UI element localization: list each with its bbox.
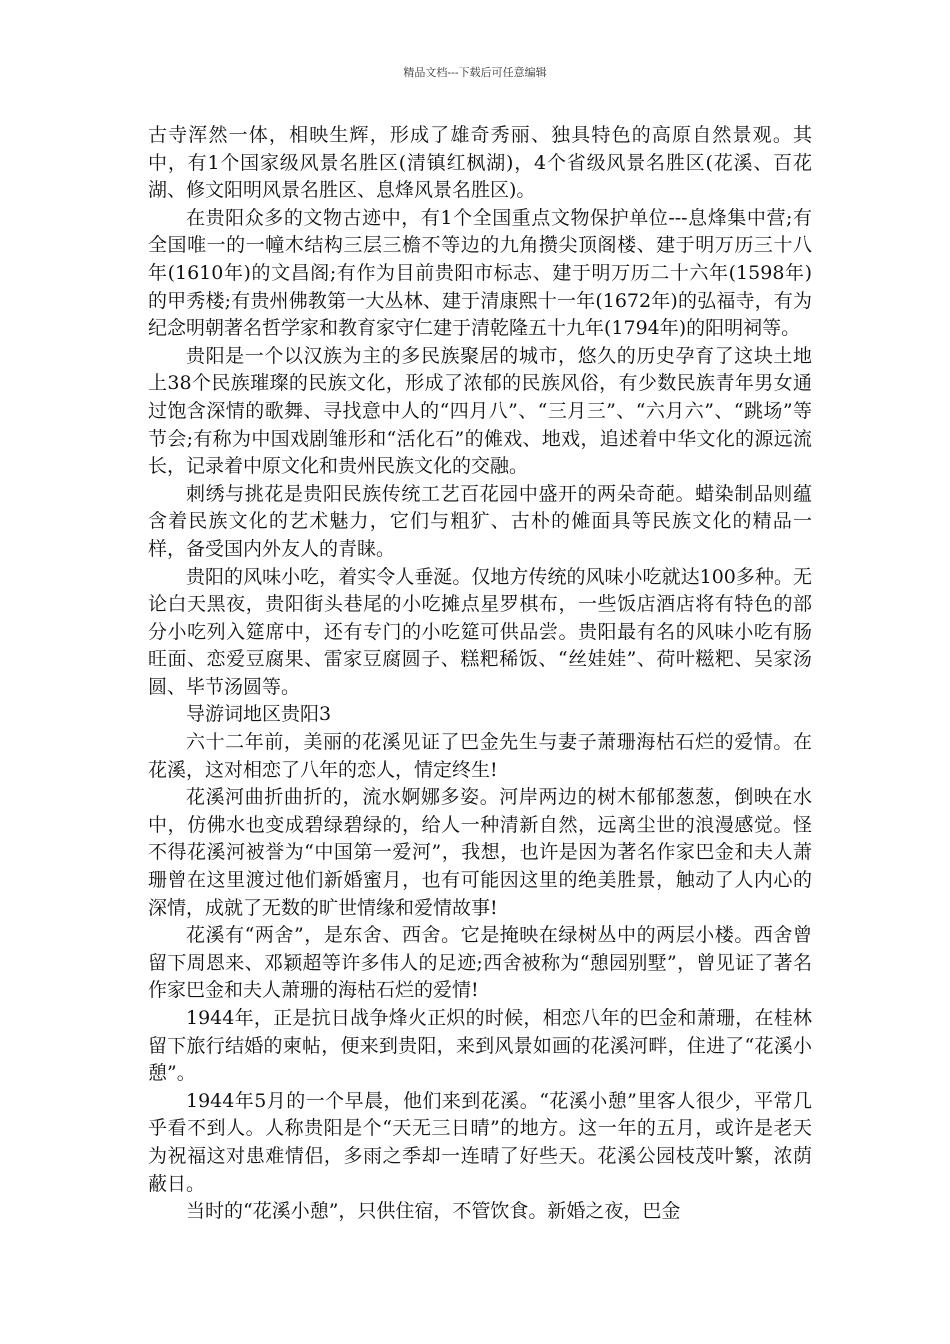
paragraph: 六十二年前，美丽的花溪见证了巴金先生与妻子萧珊海枯石烂的爱情。在花溪，这对相恋了八年的恋人，情定终生! (148, 731, 812, 781)
section-heading: 导游词地区贵阳3 (186, 703, 332, 726)
paragraph: 1944年5月的一个早晨，他们来到花溪。“花溪小憩”里客人很少，平常几乎看不到人。人称贵阳是个“天无三日晴”的地方。这一年的五月，或许是老天为祝福这对患难情侣，多雨之季却一连晴了好些天。花溪公园枝茂叶繁，浓荫蔽日。 (148, 1089, 812, 1195)
paragraph: 刺绣与挑花是贵阳民族传统工艺百花园中盛开的两朵奇葩。蜡染制品则蕴含着民族文化的艺术魅力，它们与粗犷、古朴的傩面具等民族文化的精品一样，备受国内外友人的青睐。 (148, 482, 812, 560)
paragraph: 花溪有“两舍”，是东舍、西舍。它是掩映在绿树丛中的两层小楼。西舍曾留下周恩来、邓颖超等许多伟人的足迹;西舍被称为“憩园别墅”，曾见证了著名作家巴金和夫人萧珊的海枯石烂的爱情! (148, 924, 812, 1002)
paragraph: 古寺浑然一体，相映生辉，形成了雄奇秀丽、独具特色的高原自然景观。其中，有1个国家级风景名胜区(清镇红枫湖)，4个省级风景名胜区(花溪、百花湖、修文阳明风景名胜区、息烽风景名胜区)。 (148, 124, 812, 202)
paragraph: 在贵阳众多的文物古迹中，有1个全国重点文物保护单位---息烽集中营;有全国唯一的一幢木结构三层三檐不等边的九角攒尖顶阁楼、建于明万历三十八年(1610年)的文昌阁;有作为目前贵阳市标志、建于明万历二十六年(1598年)的甲秀楼;有贵州佛教第一大丛林、建于清康熙十一年(1672年)的弘福寺，有为纪念明朝著名哲学家和教育家守仁建于清乾隆五十九年(1794年)的阳明祠等。 (148, 206, 812, 340)
page-header: 精品文档---下载后可任意编辑 (403, 66, 547, 79)
document-body (148, 122, 812, 1226)
paragraph: 1944年，正是抗日战争烽火正炽的时候，相恋八年的巴金和萧珊，在桂林留下旅行结婚的柬帖，便来到贵阳，来到风景如画的花溪河畔，住进了“花溪小憩”。 (148, 1007, 812, 1085)
paragraph: 贵阳是一个以汉族为主的多民族聚居的城市，悠久的历史孕育了这块土地上38个民族璀璨的民族文化，形成了浓郁的民族风俗，有少数民族青年男女通过饱含深情的歌舞、寻找意中人的“四月八”、“三月三”、“六月六”、“跳场”等节会;有称为中国戏剧雏形和“活化石”的傩戏、地戏，追述着中华文化的源远流长，记录着中原文化和贵州民族文化的交融。 (148, 344, 812, 478)
paragraph: 贵阳的风味小吃，着实令人垂涎。仅地方传统的风味小吃就达100多种。无论白天黑夜，贵阳街头巷尾的小吃摊点星罗棋布，一些饭店酒店将有特色的部分小吃列入筵席中，还有专门的小吃筵可供品尝。贵阳最有名的风味小吃有肠旺面、恋爱豆腐果、雷家豆腐圆子、糕粑稀饭、“丝娃娃”、荷叶糍粑、吴家汤圆、毕节汤圆等。 (148, 565, 812, 698)
paragraph: 当时的“花溪小憩”，只供住宿，不管饮食。新婚之夜，巴金 (186, 1200, 681, 1223)
paragraph: 花溪河曲折曲折的，流水婀娜多姿。河岸两边的树木郁郁葱葱，倒映在水中，仿佛水也变成碧绿碧绿的，给人一种清新自然，远离尘世的浪漫感觉。怪不得花溪河被誉为“中国第一爱河”，我想，也许是因为著名作家巴金和夫人萧珊曾在这里渡过他们新婚蜜月，也有可能因这里的绝美胜景，触动了人内心的深情，成就了无数的旷世情缘和爱情故事! (148, 786, 812, 919)
